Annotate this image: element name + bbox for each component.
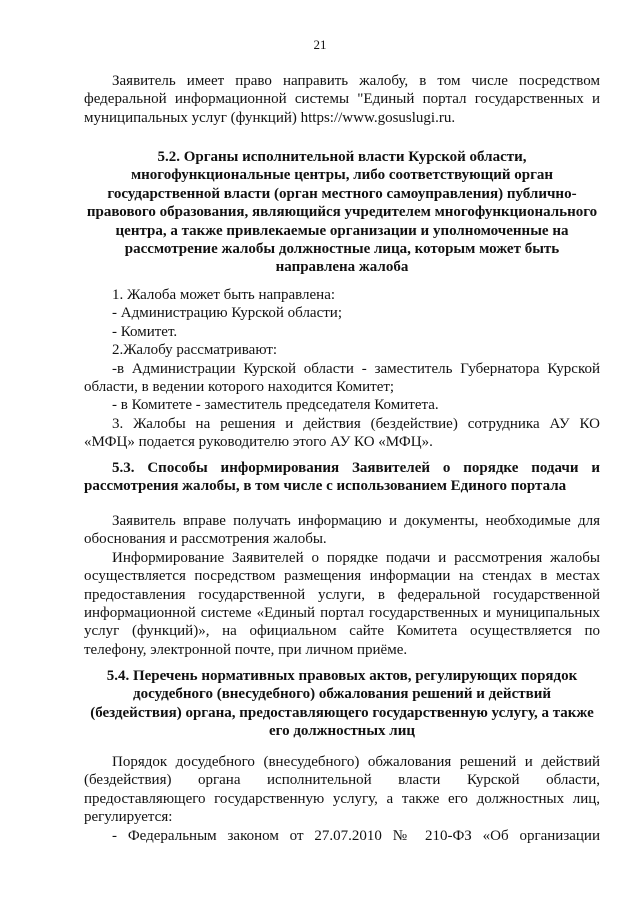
section-5-3-body xyxy=(84,512,600,659)
list-item: области, в ведении которого находится Комитет; xyxy=(84,379,395,396)
section-5-4-heading xyxy=(84,667,600,741)
heading-line: его должностных лиц xyxy=(268,723,415,740)
heading-line: государственной власти (орган местного самоуправления) публично- xyxy=(107,185,577,202)
text-line: муниципальных услуг (функций) https://www.gosuslugi.ru. xyxy=(84,109,456,126)
text-line: федеральной информационной системы "Единый портал государственных и xyxy=(84,91,600,108)
heading-line: 5.4. Перечень нормативных правовых актов, регулирующих порядок xyxy=(106,668,578,684)
text-line: предоставляющего государственную услугу, а также его должностных лиц, xyxy=(84,790,600,807)
list-item: 3. Жалобы на решения и действия (бездействие) сотрудника АУ КО xyxy=(112,415,600,432)
text-line: услуг (функций)», на официальном сайте Комитета осуществляется по xyxy=(84,623,600,640)
list-item: - Комитет. xyxy=(112,323,178,340)
heading-line: правового образования, являющийся учредителем многофункционального xyxy=(86,204,598,221)
text-line: (бездействия) органа исполнительной власти Курской области, xyxy=(84,772,600,789)
heading-line: 5.3. Способы информирования Заявителей о порядке подачи и xyxy=(112,460,600,476)
text-line: Информирование Заявителей о порядке подачи и рассмотрения жалобы xyxy=(112,549,600,566)
text-line: регулируется: xyxy=(84,809,173,826)
section-5-3-heading xyxy=(84,459,600,496)
text-line: предоставления государственной услуги, в федеральной государственной xyxy=(84,586,600,603)
list-item: 2.Жалобу рассматривают: xyxy=(112,342,278,359)
heading-line: рассмотрения жалобы, в том числе с использованием Единого портала xyxy=(84,478,567,495)
list-item: - Администрацию Курской области; xyxy=(112,305,342,322)
heading-line: (бездействия) органа, предоставляющего государственную услугу, а также xyxy=(90,704,594,721)
text-line: Заявитель вправе получать информацию и документы, необходимые для xyxy=(112,513,600,529)
heading-line: досудебного (внесудебного) обжалования решений и действий xyxy=(133,686,551,703)
section-5-2-body xyxy=(84,286,600,452)
list-item: 1. Жалоба может быть направлена: xyxy=(112,287,336,303)
list-item: «МФЦ» подается руководителю этого АУ КО «МФЦ». xyxy=(84,434,433,451)
intro-paragraph xyxy=(84,72,600,127)
page-number: 21 xyxy=(313,37,327,52)
list-item: - в Комитете - заместитель председателя Комитета. xyxy=(112,397,439,414)
text-line: обоснования и рассмотрения жалобы. xyxy=(84,531,327,548)
section-5-4-body xyxy=(84,753,600,845)
text-line: осуществляется посредством размещения информации на стендах в местах xyxy=(84,568,600,585)
text-line: телефону, электронной почте, при личном приёме. xyxy=(84,641,408,658)
text-line: информационной системе «Единый портал государственных и муниципальных xyxy=(84,605,600,622)
text-line: - Федеральным законом от 27.07.2010 № 210-ФЗ «Об организации xyxy=(112,827,600,844)
heading-line: 5.2. Органы исполнительной власти Курской области, xyxy=(157,149,527,165)
text-line: Порядок досудебного (внесудебного) обжалования решений и действий xyxy=(112,754,600,770)
heading-line: многофункциональные центры, либо соответствующий орган xyxy=(130,167,554,184)
section-5-2-heading xyxy=(84,148,600,277)
heading-line: рассмотрение жалобы должностные лица, которым может быть xyxy=(124,241,560,258)
list-item: -в Администрации Курской области - заместитель Губернатора Курской xyxy=(112,360,600,377)
heading-line: направлена жалоба xyxy=(275,259,409,276)
heading-line: центра, а также привлекаемые организации и уполномоченные на xyxy=(115,222,569,239)
text-line: Заявитель имеет право направить жалобу, в том числе посредством xyxy=(112,73,600,89)
